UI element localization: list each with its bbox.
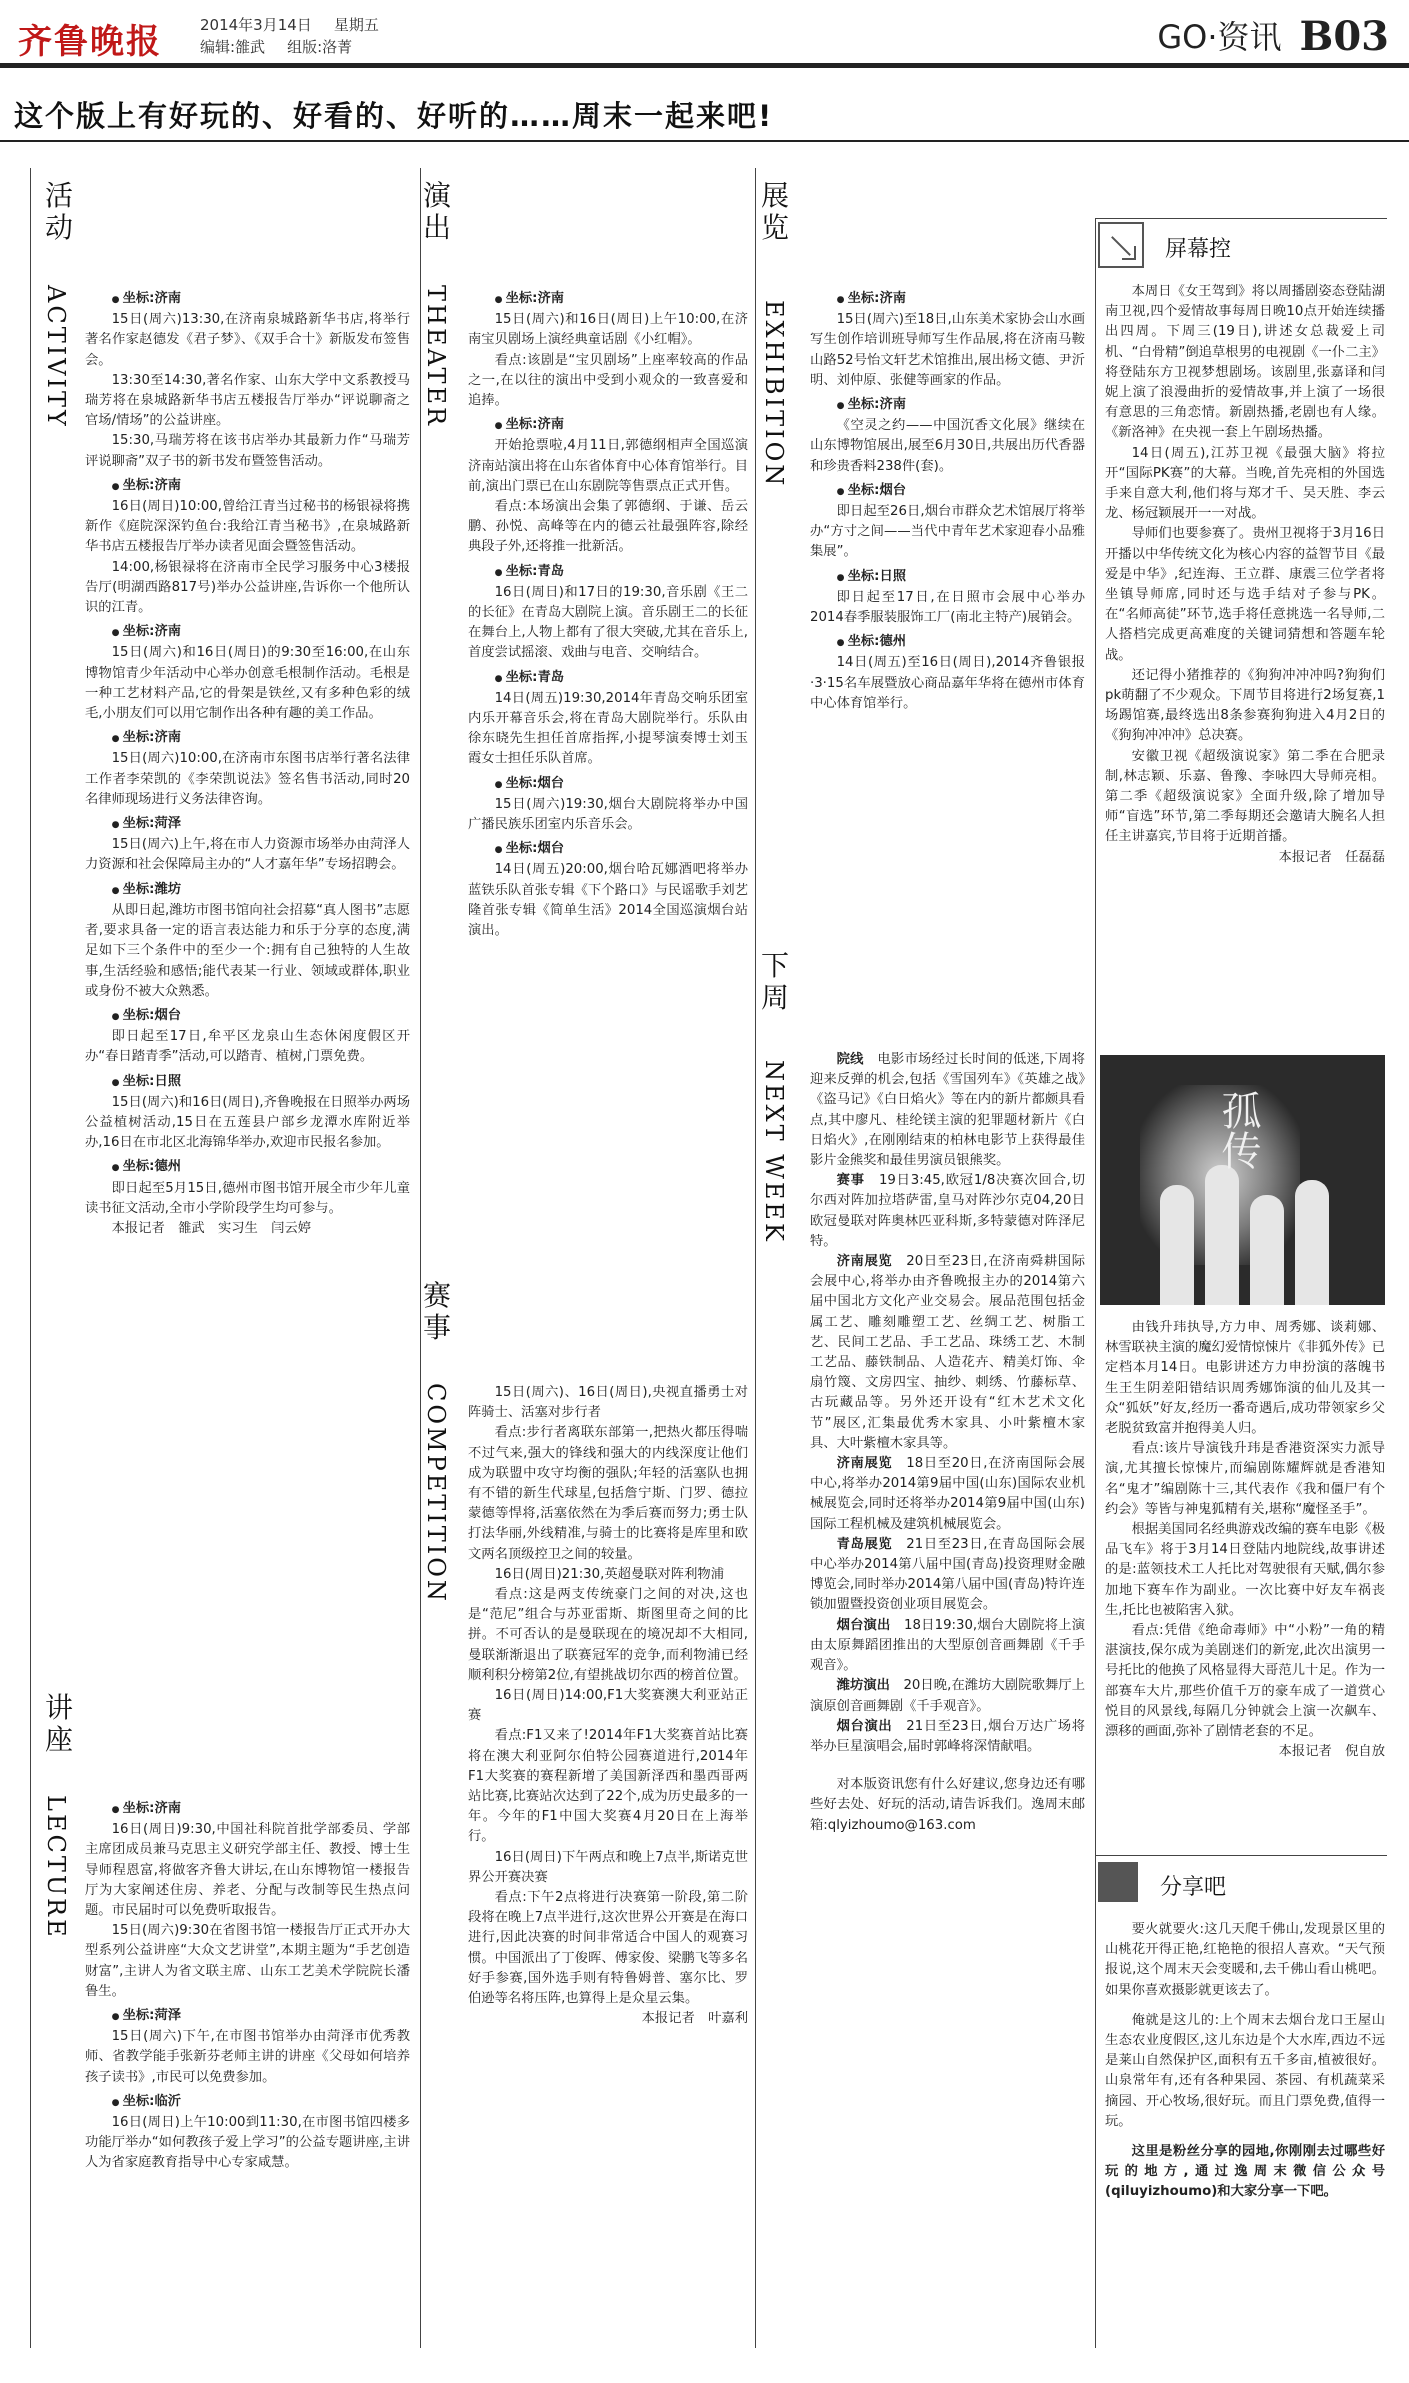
- paragraph: 要火就要火:这几天爬千佛山,发现景区里的山桃花开得正艳,红艳艳的很招人喜欢。“天气预报说,这个周末天会变暖和,去千佛山看山桃吧。如果你喜欢摄影就更该去了。: [1105, 1922, 1385, 1998]
- paragraph: 安徽卫视《超级演说家》第二季在合肥录制,林志颖、乐嘉、鲁豫、李咏四大导师亮相。第二季《超级演说家》全面升级,除了增加导师“盲选”环节,第二季每期还会邀请大腕名人担任主讲嘉宾,节目将于近期首播。: [1105, 748, 1385, 845]
- item-location: ● 坐标:烟台: [468, 839, 748, 860]
- list-item: [468, 839, 748, 941]
- paragraph: 14日(周五),江苏卫视《最强大脑》将拉开“国际PK赛”的大幕。当晚,首先亮相的外国选手来自意大利,他们将与郑才千、吴天胜、李云龙、杨冠颖展开一一对战。: [1105, 445, 1385, 522]
- item-text: 20日至23日,在济南舜耕国际会展中心,将举办由齐鲁晚报主办的2014第六届中国北方文化产业交易会。展品范围包括金属工艺、雕刻雕塑工艺、丝绸工艺、树脂工艺、民间工艺品、手工艺品、珠绣工艺、木制工艺品、藤铁制品、人造花卉、精美灯饰、伞扇竹篾、文房四宝、抽纱、刺绣、竹藤标草、古玩藏品等。另外还开设有“红木艺术文化节”展区,汇集最优秀木家具、小叶紫檀木家具、大叶紫檀木家具等。: [810, 1254, 1085, 1451]
- list-item: [85, 431, 410, 471]
- item-text: 15日(周六)和16日(周日)上午10:00,在济南宝贝剧场上演经典童话剧《小红帽》。: [468, 312, 748, 348]
- list-item: [468, 289, 748, 411]
- newspaper-logo: 齐鲁晚报: [18, 22, 162, 62]
- item-location: ● 坐标:临沂: [85, 2092, 410, 2113]
- item-text: 18日19:30,烟台大剧院将上演由太原舞蹈团推出的大型原创音画舞剧《千手观音》。: [810, 1617, 1086, 1674]
- item-highlight: 看点:这是两支传统豪门之间的对决,这也是“范尼”组合与苏亚雷斯、斯图里奇之间的比拼。不可否认的是曼联现在的境况却不大相同,曼联渐渐退出了联赛冠军的竞争,而利物浦已经顺利积分榜第2位,有望挑战切尔西的榜首位置。: [468, 1587, 748, 1683]
- poster-figure: [1250, 1195, 1284, 1305]
- item-text: 16日(周日)10:00,曾给江青当过秘书的杨银禄将携新作《庭院深深钓鱼台:我给江青当秘书》,在泉城路新华书店五楼报告厅举办读者见面会暨签售活动。: [85, 499, 410, 555]
- item-text: 即日起至17日,在日照市会展中心举办2014春季服装服饰工厂(南北主特产)展销会。: [810, 589, 1085, 626]
- list-item: [468, 562, 748, 664]
- list-item: [85, 1157, 410, 1219]
- item-location: ● 坐标:济南: [85, 728, 410, 749]
- list-item: [85, 880, 410, 1002]
- byline: 本报记者 任磊磊: [1278, 849, 1385, 865]
- section-nextweek-en: NEXT WEEK: [760, 1060, 788, 1244]
- item-location: ● 坐标:菏泽: [85, 2006, 410, 2027]
- list-item: [810, 567, 1085, 629]
- paragraph: 这里是粉丝分享的园地,你刚刚去过哪些好玩的地方,通过逸周末微信公众号(qiluyizhoumo)和大家分享一下吧。: [1105, 2144, 1385, 2200]
- list-item: [85, 371, 410, 432]
- share-box-title: 分享吧: [1160, 1875, 1227, 1900]
- lecture-column: [85, 1795, 410, 2174]
- byline: 本报记者 雒武 实习生 闫云婷: [111, 1220, 312, 1236]
- screen-box-text-2: [1105, 1318, 1385, 1762]
- section-label: [1157, 12, 1389, 60]
- contact-email[interactable]: qlyizhoumo@163.com: [827, 1817, 976, 1833]
- section-lecture-en: LECTURE: [42, 1795, 70, 1940]
- list-item: [85, 814, 410, 876]
- item-text: 21日至23日,在青岛国际会展中心举办2014第八届中国(青岛)投资理财金融博览会,同时举办2014第八届中国(青岛)特许连锁加盟暨投资创业项目展览会。: [810, 1536, 1085, 1613]
- list-item: [810, 632, 1085, 714]
- share-box-text: [1105, 1920, 1385, 2203]
- list-item: [468, 774, 748, 836]
- paragraph: 还记得小猪推荐的《狗狗冲冲冲吗?狗狗们pk萌翻了不少观众。下周节目将进行2场复赛,1场踢馆赛,最终选出8条参赛狗狗进入4月2日的《狗狗冲冲冲》总决赛。: [1105, 667, 1385, 744]
- item-label: 青岛展览: [836, 1536, 893, 1552]
- item-text: 16日(周日)21:30,英超曼联对阵利物浦: [494, 1566, 724, 1582]
- list-item: [810, 289, 1085, 391]
- section-competition-cn: 赛事: [422, 1279, 451, 1344]
- list-item: [85, 558, 410, 619]
- activity-column: [85, 285, 410, 1239]
- item-text: 15日(周六)上午,将在市人力资源市场举办由菏泽人力资源和社会保障局主办的“人才嘉年华”专场招聘会。: [85, 837, 410, 873]
- item-label: 赛事: [836, 1173, 865, 1189]
- theater-column: [468, 285, 748, 941]
- section-exhibition-en: EXHIBITION: [760, 300, 788, 489]
- column-rule: [30, 168, 31, 2348]
- contact-note: [810, 1775, 1085, 1836]
- item-text: 19日3:45,欧冠1/8决赛次回合,切尔西对阵加拉塔萨雷,皇马对阵沙尔克04,20日欧冠曼联对阵奥林匹亚科斯,多特蒙德对阵泽尼特。: [810, 1173, 1086, 1249]
- list-item: [810, 1717, 1085, 1757]
- section-lecture-cn: 讲座: [44, 1691, 73, 1756]
- list-item: [468, 668, 748, 770]
- item-text: 15日(周六)和16日(周日),齐鲁晚报在日照举办两场公益植树活动,15日在五莲县户部乡龙潭水库附近举办,16日在市北区北海锦华举办,欢迎市民报名参加。: [85, 1094, 410, 1151]
- exhibition-column: [810, 285, 1085, 714]
- list-item: [468, 1686, 748, 1848]
- item-text: 开始抢票啦,4月11日,郭德纲相声全国巡演济南站演出将在山东省体育中心体育馆举行。目前,演出门票已在山东剧院等售票点正式开售。: [468, 438, 748, 494]
- item-highlight: 看点:F1又来了!2014年F1大奖赛首站比赛将在澳大利亚阿尔伯特公园赛道进行,2014年F1大奖赛的赛程新增了美国新泽西和墨西哥两站比赛,比赛站次达到了22个,成为历史最多的一年。今年的F1中国大奖赛4月20日在上海举行。: [468, 1728, 748, 1845]
- item-text: 即日起至26日,烟台市群众艺术馆展厅将举办“方寸之间——当代中青年艺术家迎春小品雅集展”。: [810, 504, 1085, 560]
- list-item: [810, 1535, 1085, 1616]
- nextweek-column: [810, 1050, 1085, 1836]
- list-item: [85, 728, 410, 810]
- item-location: ● 坐标:烟台: [468, 774, 748, 795]
- box-rule: [1095, 218, 1387, 219]
- item-text: 即日起至17日,牟平区龙泉山生态休闲度假区开办“春日踏青季”活动,可以踏青、植树,门票免费。: [85, 1029, 410, 1065]
- arrow-icon: [1098, 222, 1144, 268]
- item-highlight: 看点:步行者离联东部第一,把热火都压得喘不过气来,强大的锋线和强大的内线深度让他们成为联盟中攻守均衡的强队;年轻的活塞队也拥有不错的新生代球星,包括詹宁斯、门罗、德拉蒙德等悍将,活塞依然在为季后赛而努力;勇士队打法华丽,外线精准,与骑士的比赛将是库里和欧文两名顶级控卫之间的较量。: [468, 1425, 748, 1562]
- list-item: [85, 622, 410, 724]
- item-text: 15日(周六)下午,在市图书馆举办由菏泽市优秀教师、省教学能手张新芬老师主讲的讲座《父母如何培养孩子读书》,市民可以免费参加。: [85, 2029, 410, 2085]
- item-location: ● 坐标:日照: [85, 1072, 410, 1093]
- list-item: [85, 2006, 410, 2088]
- item-location: ● 坐标:青岛: [468, 562, 748, 583]
- column-rule: [755, 168, 756, 2348]
- item-text: 电影市场经过长时间的低迷,下周将迎来反弹的机会,包括《雪国列车》《英雄之战》《盗马记》《白日焰火》等在内的新片都颇具看点,其中廖凡、桂纶镁主演的犯罪题材新片《白日焰火》,在刚刚结束的柏林电影节上获得最佳影片金熊奖和最佳男演员银熊奖。: [810, 1052, 1086, 1169]
- item-location: ● 坐标:济南: [85, 1799, 410, 1820]
- item-text: 从即日起,潍坊市图书馆向社会招募“真人图书”志愿者,要求具备一定的语言表达能力和乐于分享的态度,满足如下三个条件中的至少一个:拥有自己独特的人生故事,生活经验和感悟;能代表某一行业、领域或群体,职业或身份不被大众熟悉。: [85, 902, 410, 999]
- page-number: B03: [1299, 13, 1389, 60]
- item-text: 15日(周六)、16日(周日),央视直播勇士对阵骑士、活塞对步行者: [468, 1385, 748, 1421]
- list-item: [810, 1050, 1085, 1171]
- item-text: 16日(周日)14:00,F1大奖赛澳大利亚站正赛: [468, 1688, 748, 1724]
- paragraph: 看点:凭借《绝命毒师》中“小粉”一角的精湛演技,保尔成为美剧迷们的新宠,此次出演男一号托比的他换了风格显得大哥范儿十足。作为一部赛车大片,那些价值千万的豪车成了一道赏心悦目的风景线,每隔几分钟就会上演一次飙车、漂移的画面,弥补了剧情老套的不足。: [1105, 1623, 1385, 1740]
- section-competition-en: COMPETITION: [422, 1383, 450, 1604]
- item-location: ● 坐标:济南: [468, 415, 748, 436]
- item-text: 16日(周日)上午10:00到11:30,在市图书馆四楼多功能厅举办“如何教孩子爱上学习”的公益专题讲座,主讲人为省家庭教育指导中心专家咸慧。: [85, 2115, 410, 2171]
- editor-credit: 编辑:雒武: [200, 38, 266, 56]
- screen-box-title: 屏幕控: [1165, 237, 1232, 262]
- list-item: [468, 1383, 748, 1565]
- item-location: ● 坐标:济南: [85, 622, 410, 643]
- poster-figure: [1295, 1180, 1329, 1305]
- item-text: 16日(周日)下午两点和晚上7点半,斯诺克世界公开赛决赛: [468, 1849, 748, 1885]
- poster-figure: [1160, 1185, 1194, 1305]
- item-text: 《空灵之约——中国沉香文化展》继续在山东博物馆展出,展至6月30日,共展出历代香器和珍贵香料238件(套)。: [810, 418, 1085, 474]
- paragraph: 导师们也要参赛了。贵州卫视将于3月16日开播以中华传统文化为核心内容的益智节目《最爱是中华》,纪连海、王立群、康震三位学者将坐镇导师席,同时还与选手结对子参与PK。在“名师高徒”环节,选手将任意挑选一名导师,二人搭档完成更高难度的关键词猜想和答题车轮战。: [1105, 526, 1385, 663]
- issue-date: 2014年3月14日: [200, 16, 312, 34]
- list-item: [810, 1171, 1085, 1252]
- column-rule: [1095, 218, 1096, 2348]
- list-item: [85, 1006, 410, 1068]
- square-icon: [1098, 1862, 1138, 1902]
- item-label: 院线: [836, 1052, 864, 1067]
- item-location: ● 坐标:德州: [85, 1157, 410, 1178]
- item-text: 14日(周五)20:00,烟台哈瓦娜酒吧将举办蓝铁乐队首张专辑《下个路口》与民谣歌手刘艺隆首张专辑《简单生活》2014全国巡演烟台站演出。: [468, 862, 748, 939]
- poster-title: 孤传: [1215, 1090, 1261, 1170]
- item-text: 15日(周六)19:30,烟台大剧院将举办中国广播民族乐团室内乐音乐会。: [468, 796, 748, 833]
- section-exhibition-cn: 展览: [760, 179, 789, 244]
- item-text: 20日晚,在潍坊大剧院歌舞厅上演原创音画舞剧《千手观音》。: [810, 1678, 1086, 1714]
- list-item: [85, 1799, 410, 1921]
- paragraph: 看点:该片导演钱升玮是香港资深实力派导演,尤其擅长惊悚片,而编剧陈耀辉就是香港知名“鬼才”编剧陈十三,其代表作《我和僵尸有个约会》等皆与神鬼狐精有关,堪称“魔怪圣手”。: [1105, 1441, 1385, 1517]
- item-location: ● 坐标:烟台: [85, 1006, 410, 1027]
- item-location: ● 坐标:烟台: [810, 481, 1085, 502]
- section-activity-cn: 活动: [44, 179, 73, 244]
- list-item: [468, 1848, 748, 2010]
- item-text: 15日(周六)13:30,在济南泉城路新华书店,将举行著名作家赵德发《君子梦》、《双手合十》新版发布签售会。: [85, 312, 410, 368]
- list-item: [810, 395, 1085, 477]
- box-rule: [1095, 1855, 1387, 1856]
- item-location: ● 坐标:潍坊: [85, 880, 410, 901]
- item-location: ● 坐标:济南: [85, 476, 410, 497]
- item-text: 即日起至5月15日,德州市图书馆开展全市少年儿童读书征文活动,全市小学阶段学生均可参与。: [85, 1180, 410, 1216]
- list-item: [85, 476, 410, 558]
- item-label: 济南展览: [836, 1456, 893, 1472]
- list-item: [810, 1676, 1085, 1716]
- headline-rule: [0, 140, 1409, 142]
- item-location: ● 坐标:菏泽: [85, 814, 410, 835]
- list-item: [468, 415, 748, 557]
- item-text: 18日至20日,在济南国际会展中心,将举办2014第9届中国(山东)国际农业机械展览会,同时还将举办2014第9届中国(山东)国际工程机械及建筑机械展览会。: [810, 1456, 1085, 1532]
- item-label: 烟台演出: [836, 1718, 893, 1734]
- issue-weekday: 星期五: [333, 16, 379, 34]
- item-location: ● 坐标:济南: [85, 289, 410, 310]
- item-text: 15日(周六)9:30在省图书馆一楼报告厅正式开办大型系列公益讲座“大众文艺讲堂”,本期主题为“手艺创造财富”,主讲人为省文联主席、山东工艺美术学院院长潘鲁生。: [85, 1923, 410, 1999]
- item-text: 21日至23日,烟台万达广场将举办巨星演唱会,届时郭峰将深情献唱。: [810, 1718, 1085, 1754]
- item-text: 13:30至14:30,著名作家、山东大学中文系教授马瑞芳将在泉城路新华书店五楼报告厅举办“评说聊斋之官场/情场”的公益讲座。: [85, 372, 410, 429]
- item-label: 济南展览: [836, 1254, 893, 1270]
- item-text: 14:00,杨银禄将在济南市全民学习服务中心3楼报告厅(明湖西路817号)举办公益讲座,告诉你一个他所认识的江青。: [85, 559, 410, 616]
- list-item: [85, 1921, 410, 2002]
- item-text: 14日(周五)至16日(周日),2014齐鲁银报·3·15名车展暨放心商品嘉年华将在德州市体育中心体育馆举行。: [810, 655, 1085, 711]
- page-headline: 这个版上有好玩的、好看的、好听的……周末一起来吧!: [14, 99, 774, 133]
- movie-poster-image: [1100, 1055, 1385, 1305]
- item-text: 16日(周日)9:30,中国社科院首批学部委员、学部主席团成员兼马克思主义研究学部主任、教授、博士生导师程恩富,将做客齐鲁大讲坛,在山东博物馆一楼报告厅为大家阐述住房、养老、分配与改制等民生热点问题。市民届时可以免费听取报告。: [85, 1822, 410, 1919]
- column-rule: [420, 168, 421, 2348]
- item-highlight: 看点:下午2点将进行决赛第一阶段,第二阶段将在晚上7点半进行,这次世界公开赛是在海口进行,因此决赛的时间非常适合中国人的观赛习惯。中国派出了丁俊晖、傅家俊、梁鹏飞等多名好手参赛,国外选手则有特鲁姆普、塞尔比、罗伯逊等名将压阵,也算得上是众星云集。: [468, 1890, 748, 2007]
- section-theater-cn: 演出: [422, 179, 451, 244]
- screen-box-text: [1105, 282, 1385, 868]
- list-item: [810, 1454, 1085, 1535]
- item-text: 15:30,马瑞芳将在该书店举办其最新力作“马瑞芳评说聊斋”双子书的新书发布暨签售活动。: [85, 433, 410, 469]
- section-activity-en: ACTIVITY: [42, 285, 70, 429]
- item-text: 15日(周六)10:00,在济南市东图书店举行著名法律工作者李荣凯的《李荣凯说法》签名售书活动,同时20名律师现场进行义务法律咨询。: [85, 751, 410, 807]
- item-text: 16日(周日)和17日的19:30,音乐剧《王二的长征》在青岛大剧院上演。音乐剧王二的长征在舞台上,人物上都有了很大突破,尤其在音乐上,首度尝试摇滚、戏曲与电音、交响结合。: [468, 584, 748, 661]
- list-item: [810, 1616, 1085, 1677]
- byline: 本报记者 叶嘉利: [641, 2011, 748, 2027]
- item-label: 烟台演出: [836, 1617, 891, 1633]
- item-location: ● 坐标:日照: [810, 567, 1085, 588]
- item-text: 14日(周五)19:30,2014年青岛交响乐团室内乐开幕音乐会,将在青岛大剧院举行。乐队由徐东晓先生担任首席指挥,小提琴演奏博士刘玉霞女士担任乐队首席。: [468, 690, 748, 767]
- section-name: GO·资讯: [1157, 18, 1282, 56]
- item-location: ● 坐标:青岛: [468, 668, 748, 689]
- issue-info: [200, 14, 401, 58]
- item-highlight: 看点:该剧是“宝贝剧场”上座率较高的作品之一,在以往的演出中受到小观众的一致喜爱和追捧。: [468, 352, 748, 409]
- design-credit: 组版:洛菁: [287, 38, 353, 56]
- paragraph: 由钱升玮执导,方力申、周秀娜、谈莉娜、林雪联袂主演的魔幻爱情惊悚片《非狐外传》已定档本月14日。电影讲述方力申扮演的落魄书生王生阴差阳错结识周秀娜饰演的仙儿及其一众“狐妖”好友,经历一番奇遇后,成功带领家乡父老脱贫致富并抱得美人归。: [1105, 1320, 1385, 1437]
- list-item: [468, 1565, 748, 1686]
- item-highlight: 看点:本场演出会集了郭德纲、于谦、岳云鹏、孙悦、高峰等在内的德云社最强阵容,除经典段子外,还将推一批新活。: [468, 499, 748, 555]
- byline: 本报记者 倪自放: [1278, 1744, 1385, 1760]
- paragraph: 根据美国同名经典游戏改编的赛车电影《极品飞车》将于3月14日登陆内地院线,故事讲述的是:蓝领技术工人托比对驾驶很有天赋,偶尔参加地下赛车作为副业。一次比赛中好友车祸丧生,托比也被陷害入狱。: [1105, 1522, 1385, 1618]
- contact-text: 对本版资讯您有什么好建议,您身边还有哪些好去处、好玩的活动,请告诉我们。逸周末邮箱:: [810, 1777, 1085, 1833]
- list-item: [85, 2092, 410, 2174]
- item-location: ● 坐标:济南: [810, 289, 1085, 310]
- paragraph: 本周日《女王驾到》将以周播剧姿态登陆湖南卫视,四个爱情故事每周日晚10点开始连续播出四周。下周三(19日),讲述女总裁爱上司机、“白骨精”倒追草根男的电视剧《一仆二主》将登陆东方卫视梦想剧场。该剧里,张嘉译和闫妮上演了浪漫曲折的爱情故事,并上演了一场很有意思的三角恋情。新剧热播,老剧也有人缘。《新洛神》在央视一套上午剧场热播。: [1105, 284, 1385, 441]
- section-theater-en: THEATER: [422, 285, 450, 429]
- item-location: ● 坐标:德州: [810, 632, 1085, 653]
- item-location: ● 坐标:济南: [468, 289, 748, 310]
- section-nextweek-cn: 下周: [760, 949, 789, 1014]
- list-item: [85, 1072, 410, 1154]
- item-label: 潍坊演出: [836, 1678, 891, 1694]
- item-text: 15日(周六)至18日,山东美术家协会山水画写生创作培训班导师写生作品展,将在济南马鞍山路52号怡文轩艺术馆推出,展出杨文德、尹沂明、刘仲原、张健等画家的作品。: [810, 312, 1085, 388]
- competition-column: [468, 1383, 748, 2030]
- poster-figure: [1205, 1165, 1239, 1305]
- list-item: [85, 289, 410, 371]
- list-item: [810, 1252, 1085, 1454]
- masthead: [0, 0, 1409, 68]
- list-item: [810, 481, 1085, 563]
- item-location: ● 坐标:济南: [810, 395, 1085, 416]
- item-text: 15日(周六)和16日(周日)的9:30至16:00,在山东博物馆青少年活动中心举办创意毛根制作活动。毛根是一种工艺材料产品,它的骨架是铁丝,又有多种色彩的绒毛,小朋友们可以用它制作出各种有趣的美工作品。: [85, 645, 410, 722]
- paragraph: 俺就是这儿的:上个周末去烟台龙口王屋山生态农业度假区,这儿东边是个大水库,西边不远是莱山自然保护区,面积有五千多亩,植被很好。山泉常年有,还有各种果园、茶园、有机蔬菜采摘园、开心牧场,很好玩。而且门票免费,值得一玩。: [1105, 2012, 1385, 2129]
